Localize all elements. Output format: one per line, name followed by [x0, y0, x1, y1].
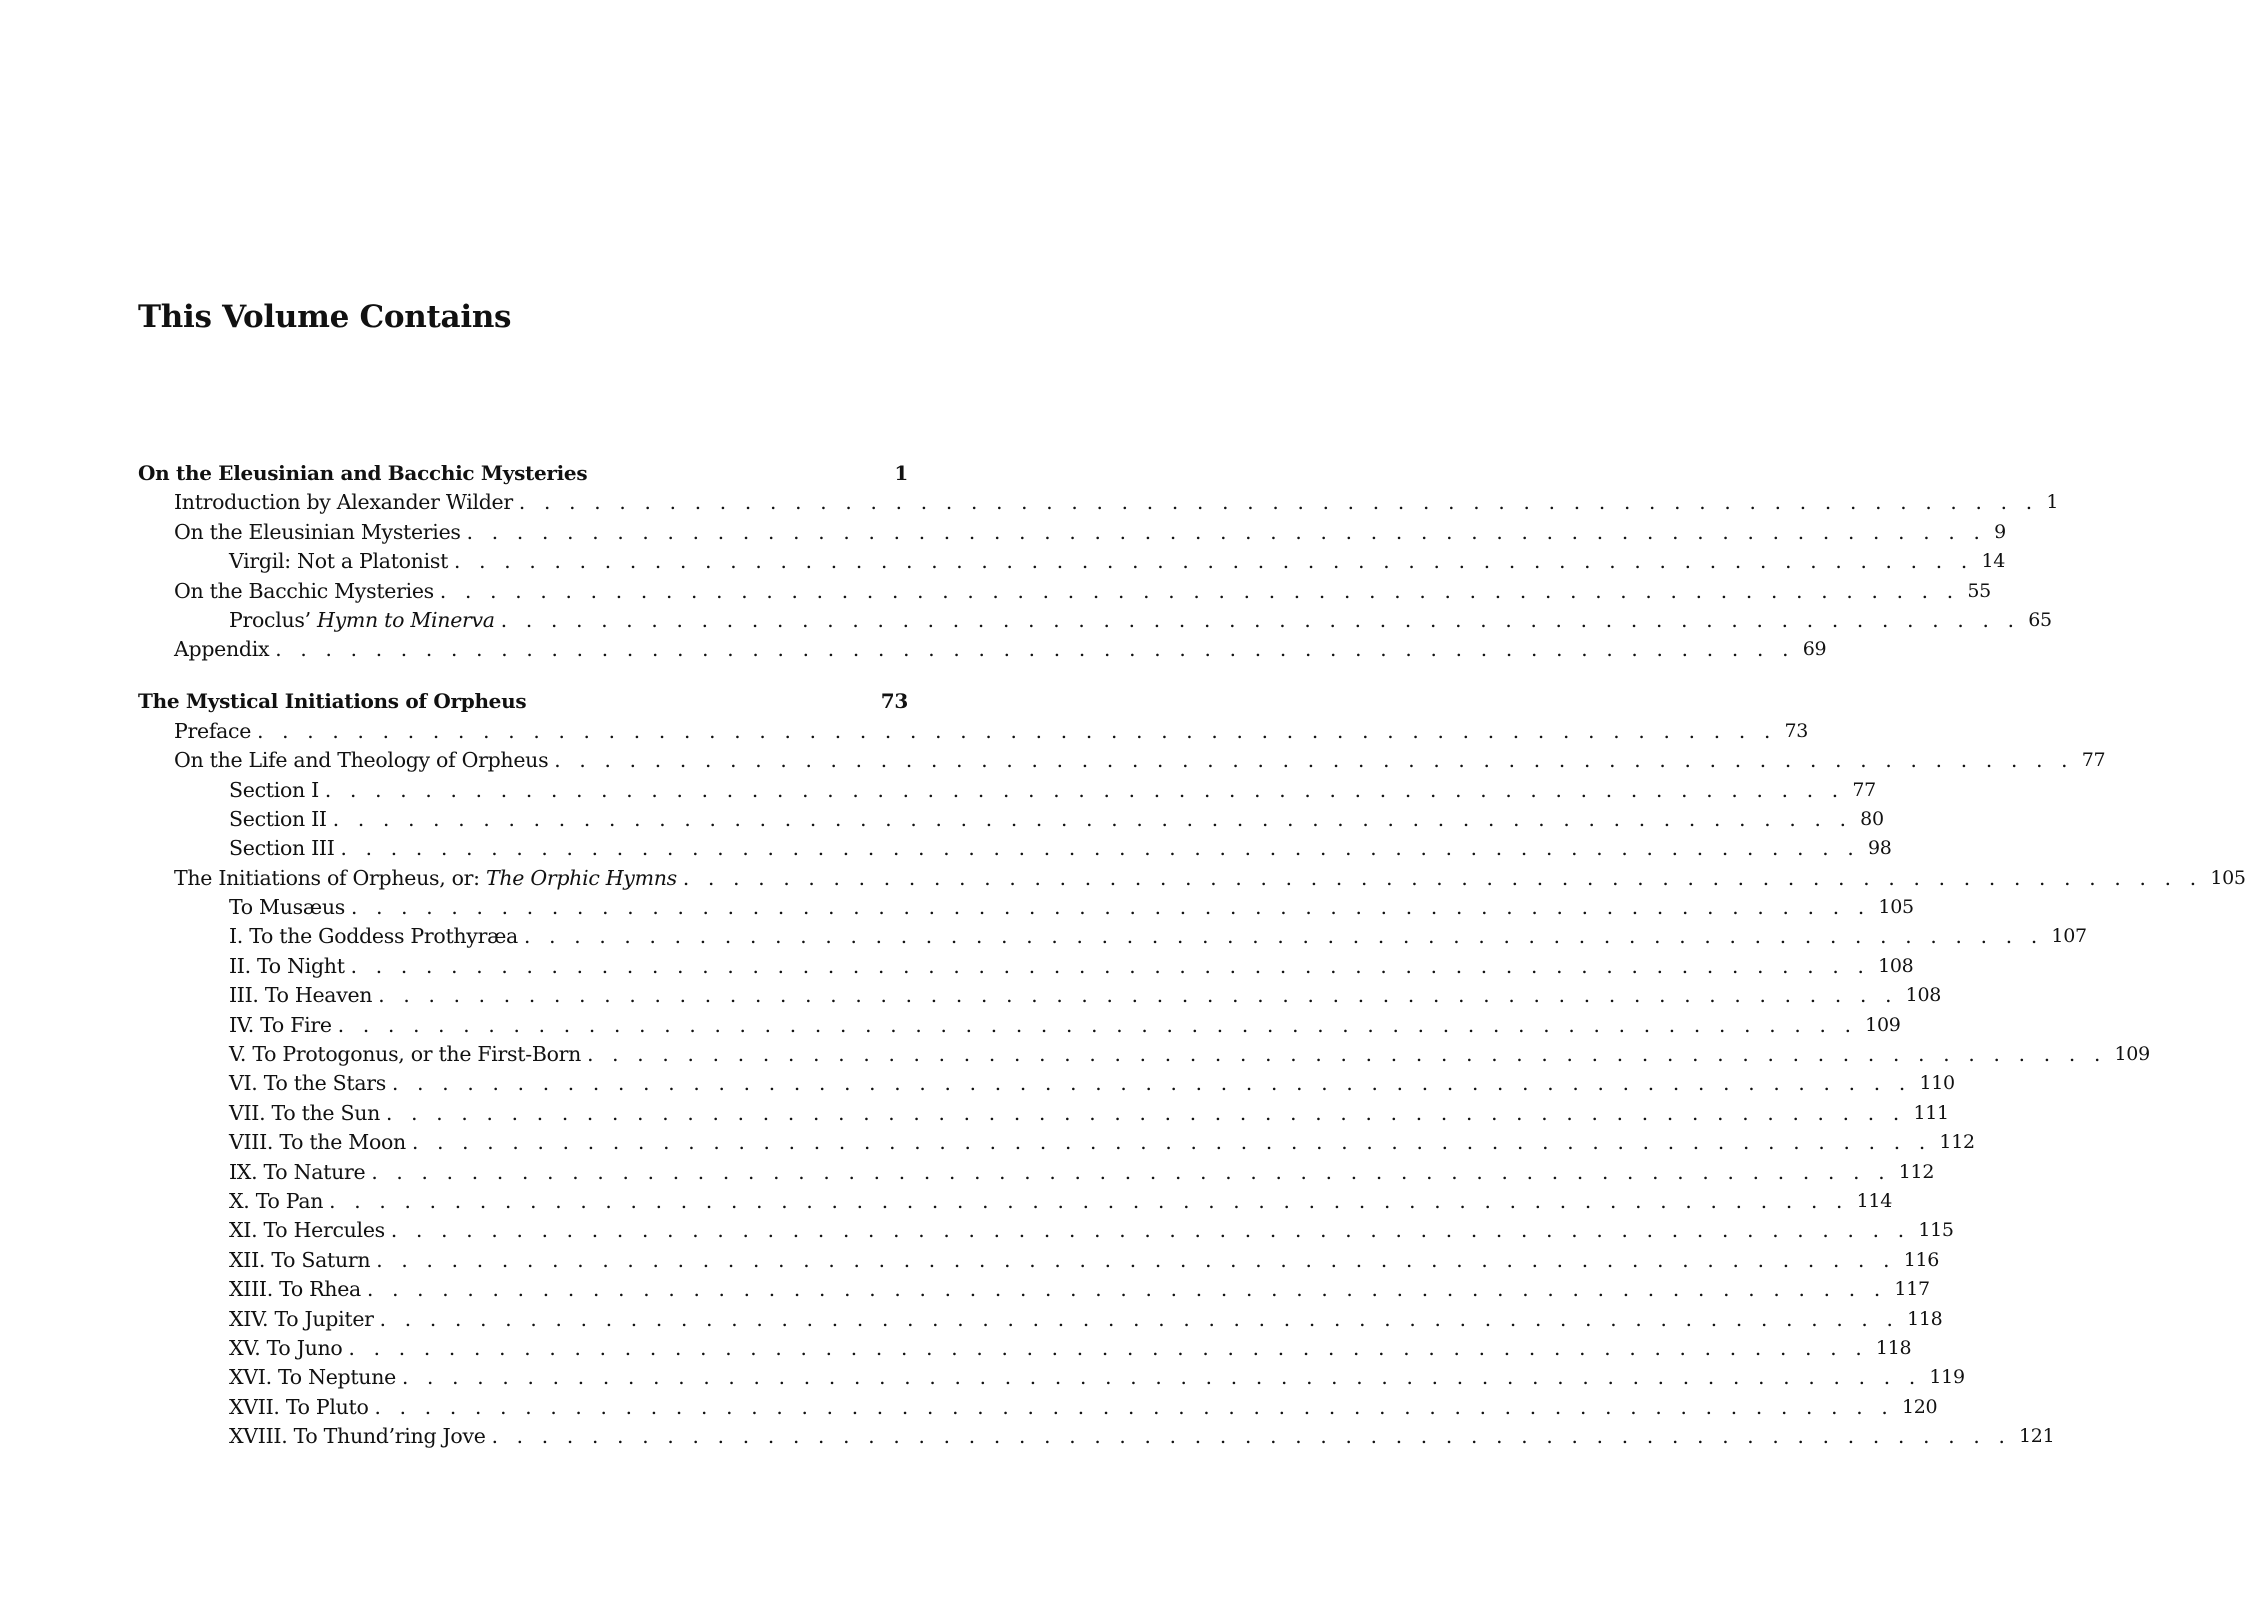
toc-entry-page-number: 107	[2051, 925, 2087, 948]
toc-entry-title-text: XII. To Saturn	[229, 1247, 371, 1272]
toc-dot-leader: . . . . . . . . . . . . . . . . . . . . . . . . . . . . . . . . . . . . . . . . . . . . . . . . . . . . . . . . . . . . .	[390, 1218, 1911, 1243]
toc-entry-page-number: 109	[1865, 1013, 1901, 1036]
toc-entry-title-text: XVIII. To Thund’ring Jove	[229, 1424, 486, 1449]
toc-dot-leader: . . . . . . . . . . . . . . . . . . . . . . . . . . . . . . . . . . . . . . . . . . . . . . . . . . . . . . . . . . . . .	[491, 1424, 2012, 1449]
toc-entries	[138, 486, 2059, 662]
toc-entry-title	[229, 1217, 391, 1243]
toc-entry-title-text: IV. To Fire	[229, 1012, 332, 1037]
toc-entry[interactable]	[138, 1273, 1930, 1302]
toc-entry[interactable]	[138, 949, 1914, 978]
toc-entry-title	[229, 1159, 371, 1185]
toc-entry[interactable]	[138, 515, 2006, 544]
toc-entry-page-number: 119	[1929, 1366, 1965, 1389]
toc-entry-title-text: XVII. To Pluto	[229, 1394, 369, 1419]
toc-entry-title	[229, 923, 524, 949]
toc-entry-title-text: The Initiations of Orpheus, or:	[174, 865, 487, 890]
toc-entry-title-text: XIII. To Rhea	[229, 1277, 361, 1302]
toc-entry-title	[229, 1012, 338, 1038]
toc-entry[interactable]	[138, 1185, 1892, 1214]
toc-dot-leader: . . . . . . . . . . . . . . . . . . . . . . . . . . . . . . . . . . . . . . . . . . . . . . . . . . . . . . . . . . . . .	[275, 637, 1795, 662]
toc-entry[interactable]	[138, 1332, 1912, 1361]
toc-entry[interactable]	[138, 861, 2246, 890]
toc-dot-leader: . . . . . . . . . . . . . . . . . . . . . . . . . . . . . . . . . . . . . . . . . . . . . . . . . . . . . . . . . . . . .	[371, 1159, 1891, 1184]
toc-entry-title	[174, 636, 275, 662]
toc-entry[interactable]	[138, 979, 1942, 1008]
toc-entry-title	[174, 747, 554, 773]
toc-entry-title-text: XVI. To Neptune	[229, 1365, 396, 1390]
toc-entry-page-number: 1	[2046, 491, 2059, 514]
toc-dot-leader: . . . . . . . . . . . . . . . . . . . . . . . . . . . . . . . . . . . . . . . . . . . . . . . . . . . . . . . . . . . . .	[466, 519, 1987, 544]
toc-dot-leader: . . . . . . . . . . . . . . . . . . . . . . . . . . . . . . . . . . . . . . . . . . . . . . . . . . . . . . . . . . . . .	[587, 1042, 2107, 1067]
toc-entry[interactable]	[138, 1214, 1954, 1243]
toc-entry-title-text: III. To Heaven	[229, 983, 373, 1008]
toc-dot-leader: . . . . . . . . . . . . . . . . . . . . . . . . . . . . . . . . . . . . . . . . . . . . . . . . . . . . . . . . . . . . .	[257, 718, 1777, 743]
toc-entry[interactable]	[138, 714, 1809, 743]
toc-entry-page-number: 121	[2019, 1425, 2055, 1448]
toc-entry-title-text: VI. To the Stars	[229, 1071, 386, 1096]
toc-entry-title	[174, 489, 519, 515]
toc-entry-page-number: 105	[1878, 896, 1914, 919]
toc-entry-page-number: 112	[1939, 1131, 1975, 1154]
toc-entry-page-number: 118	[1907, 1307, 1943, 1330]
toc-dot-leader: . . . . . . . . . . . . . . . . . . . . . . . . . . . . . . . . . . . . . . . . . . . . . . . . . . . . . . . . . . . . .	[411, 1130, 1932, 1155]
toc-entry-page-number: 73	[1784, 719, 1809, 742]
toc-entry[interactable]	[138, 633, 1827, 662]
toc-entry-page-number: 109	[2114, 1043, 2150, 1066]
toc-part-title: The Mystical Initiations of Orpheus	[138, 689, 527, 714]
toc-entry-page-number: 117	[1894, 1278, 1930, 1301]
toc-entry-page-number: 118	[1875, 1336, 1912, 1359]
toc-entry-page-number: 112	[1898, 1160, 1935, 1183]
toc-dot-leader: . . . . . . . . . . . . . . . . . . . . . . . . . . . . . . . . . . . . . . . . . . . . . . . . . . . . . . . . . . . . .	[350, 895, 1871, 920]
toc-part-page-number: 1	[894, 461, 908, 485]
toc-entry-title	[229, 1129, 412, 1155]
toc-entry-title-text: Section II	[229, 806, 327, 831]
toc-entry-page-number: 108	[1878, 954, 1914, 977]
toc-entry-title	[229, 1394, 375, 1420]
toc-dot-leader: . . . . . . . . . . . . . . . . . . . . . . . . . . . . . . . . . . . . . . . . . . . . . . . . . . . . . . . . . . . . .	[523, 924, 2044, 949]
toc-dot-leader: . . . . . . . . . . . . . . . . . . . . . . . . . . . . . . . . . . . . . . . . . . . . . . . . . . . . . . . . . . . . .	[337, 1012, 1858, 1037]
toc-entry-title-text: On the Eleusinian Mysteries	[174, 519, 461, 544]
toc-entry-title-text: Appendix	[174, 637, 270, 662]
toc-entry-title-text: XV. To Juno	[229, 1335, 343, 1360]
toc-entry-title-text: Proclus’	[229, 607, 318, 632]
toc-dot-leader: . . . . . . . . . . . . . . . . . . . . . . . . . . . . . . . . . . . . . . . . . . . . . . . . . . . . . . . . . . . . .	[386, 1100, 1906, 1125]
toc-entry-title	[229, 1423, 492, 1449]
toc-entry-title-text: VII. To the Sun	[229, 1100, 381, 1125]
toc-entry-page-number: 111	[1913, 1101, 1949, 1124]
toc-entry-page-number: 69	[1802, 638, 1827, 661]
toc-entry-page-number: 98	[1867, 837, 1892, 860]
toc-entry-title	[229, 1041, 587, 1067]
toc-dot-leader: . . . . . . . . . . . . . . . . . . . . . . . . . . . . . . . . . . . . . . . . . . . . . . . . . . . . . . . . . . . . .	[454, 549, 1974, 574]
toc-entry-title	[229, 953, 351, 979]
toc-entry-title	[229, 1306, 380, 1332]
toc-entry[interactable]	[138, 803, 1884, 832]
toc-section	[138, 456, 2059, 662]
toc-entry[interactable]	[138, 744, 2106, 773]
toc-entry[interactable]	[138, 486, 2059, 515]
toc-entry-title	[229, 1364, 402, 1390]
toc-entry[interactable]	[138, 574, 1991, 603]
toc-entry-title	[229, 982, 378, 1008]
toc-entry[interactable]	[138, 1096, 1949, 1125]
toc-entry-title	[229, 777, 325, 803]
toc-entry-title-text: On the Bacchic Mysteries	[174, 578, 434, 603]
toc-entry[interactable]	[138, 1420, 2055, 1449]
toc-entry-page-number: 120	[1901, 1395, 1938, 1418]
toc-entry[interactable]	[138, 1243, 1940, 1272]
toc-entry-page-number: 114	[1856, 1189, 1892, 1212]
toc-entry-page-number: 77	[2081, 749, 2106, 772]
toc-entry-title	[229, 806, 333, 832]
toc-dot-leader: . . . . . . . . . . . . . . . . . . . . . . . . . . . . . . . . . . . . . . . . . . . . . . . . . . . . . . . . . . . . .	[348, 1335, 1868, 1360]
toc-entry-title-text: Section III	[229, 836, 335, 861]
toc-entry-page-number: 115	[1918, 1219, 1954, 1242]
toc-entry-title-text: To Musæus	[229, 895, 345, 920]
toc-entry-page-number: 9	[1994, 520, 2006, 543]
toc-entry[interactable]	[138, 1390, 1938, 1419]
toc-entry-page-number: 77	[1852, 778, 1876, 801]
table-of-contents	[138, 456, 2246, 1449]
toc-entry[interactable]	[138, 1038, 2150, 1067]
toc-dot-leader: . . . . . . . . . . . . . . . . . . . . . . . . . . . . . . . . . . . . . . . . . . . . . . . . . . . . . . . . . . . . .	[500, 607, 2021, 632]
toc-dot-leader: . . . . . . . . . . . . . . . . . . . . . . . . . . . . . . . . . . . . . . . . . . . . . . . . . . . . . . . . . . . . .	[392, 1071, 1912, 1096]
toc-entry-title	[174, 718, 257, 744]
toc-entry-title-text: Introduction by Alexander Wilder	[174, 490, 513, 515]
toc-entry-title-text: XI. To Hercules	[229, 1218, 385, 1243]
toc-entry-title-text: On the Life and Theology of Orpheus	[174, 748, 549, 773]
toc-entry-title-text: Preface	[174, 718, 252, 743]
toc-entries	[138, 714, 2246, 1449]
toc-entry-page-number: 65	[2028, 608, 2052, 631]
toc-entry-title	[229, 1188, 329, 1214]
toc-entry-title	[229, 1100, 386, 1126]
toc-entry-title-italic: The Orphic Hymns	[486, 865, 677, 890]
toc-part-heading[interactable]	[138, 456, 908, 486]
toc-entry-title	[229, 1247, 376, 1273]
toc-entry-title-text: XIV. To Jupiter	[229, 1306, 374, 1331]
toc-dot-leader: . . . . . . . . . . . . . . . . . . . . . . . . . . . . . . . . . . . . . . . . . . . . . . . . . . . . . . . . . . . . .	[324, 777, 1845, 802]
toc-dot-leader: . . . . . . . . . . . . . . . . . . . . . . . . . . . . . . . . . . . . . . . . . . . . . . . . . . . . . . . . . . . . .	[378, 983, 1898, 1008]
toc-entry[interactable]	[138, 1155, 1935, 1184]
toc-entry[interactable]	[138, 891, 1914, 920]
toc-entry-title	[229, 835, 341, 861]
toc-entry[interactable]	[138, 773, 1876, 802]
toc-dot-leader: . . . . . . . . . . . . . . . . . . . . . . . . . . . . . . . . . . . . . . . . . . . . . . . . . . . . . . . . . . . . .	[554, 748, 2074, 773]
toc-entry-title-text: Section I	[229, 777, 319, 802]
toc-entry-title-text: X. To Pan	[229, 1188, 324, 1213]
toc-dot-leader: . . . . . . . . . . . . . . . . . . . . . . . . . . . . . . . . . . . . . . . . . . . . . . . . . . . . . . . . . . . . .	[682, 865, 2203, 890]
toc-entry-title-text: V. To Protogonus, or the First-Born	[229, 1042, 582, 1067]
toc-section	[138, 684, 2246, 1449]
toc-entry-title	[229, 1335, 348, 1361]
toc-dot-leader: . . . . . . . . . . . . . . . . . . . . . . . . . . . . . . . . . . . . . . . . . . . . . . . . . . . . . . . . . . . . .	[332, 806, 1853, 831]
toc-dot-leader: . . . . . . . . . . . . . . . . . . . . . . . . . . . . . . . . . . . . . . . . . . . . . . . . . . . . . . . . . . . . .	[401, 1365, 1922, 1390]
toc-entry-title-text: II. To Night	[229, 953, 345, 978]
toc-part-heading[interactable]	[138, 684, 908, 714]
toc-entry-page-number: 14	[1981, 550, 2006, 573]
toc-dot-leader: . . . . . . . . . . . . . . . . . . . . . . . . . . . . . . . . . . . . . . . . . . . . . . . . . . . . . . . . . . . . .	[374, 1394, 1894, 1419]
toc-entry[interactable]	[138, 920, 2087, 949]
toc-entry-page-number: 105	[2210, 866, 2246, 889]
toc-dot-leader: . . . . . . . . . . . . . . . . . . . . . . . . . . . . . . . . . . . . . . . . . . . . . . . . . . . . . . . . . . . . .	[376, 1247, 1896, 1272]
toc-entry[interactable]	[138, 832, 1892, 861]
toc-dot-leader: . . . . . . . . . . . . . . . . . . . . . . . . . . . . . . . . . . . . . . . . . . . . . . . . . . . . . . . . . . . . .	[329, 1188, 1849, 1213]
toc-entry-page-number: 55	[1967, 579, 1991, 602]
toc-entry[interactable]	[138, 604, 2052, 633]
page-title: This Volume Contains	[138, 299, 512, 335]
toc-entry-title	[229, 548, 454, 574]
toc-dot-leader: . . . . . . . . . . . . . . . . . . . . . . . . . . . . . . . . . . . . . . . . . . . . . . . . . . . . . . . . . . . . .	[379, 1306, 1900, 1331]
toc-entry-title-text: IX. To Nature	[229, 1159, 366, 1184]
toc-entry-title	[229, 607, 501, 633]
toc-entry-title	[229, 1276, 367, 1302]
toc-entry-title	[229, 894, 351, 920]
toc-dot-leader: . . . . . . . . . . . . . . . . . . . . . . . . . . . . . . . . . . . . . . . . . . . . . . . . . . . . . . . . . . . . .	[350, 953, 1871, 978]
toc-entry[interactable]	[138, 545, 2006, 574]
toc-entry[interactable]	[138, 1126, 1975, 1155]
toc-part-page-number: 73	[880, 689, 908, 714]
toc-entry-title	[229, 1070, 392, 1096]
toc-dot-leader: . . . . . . . . . . . . . . . . . . . . . . . . . . . . . . . . . . . . . . . . . . . . . . . . . . . . . . . . . . . . .	[366, 1277, 1887, 1302]
toc-entry-title-italic: Hymn to Minerva	[317, 607, 495, 632]
toc-dot-leader: . . . . . . . . . . . . . . . . . . . . . . . . . . . . . . . . . . . . . . . . . . . . . . . . . . . . . . . . . . . . .	[340, 836, 1860, 861]
toc-entry-title-text: VIII. To the Moon	[229, 1130, 406, 1155]
toc-entry-page-number: 116	[1903, 1248, 1940, 1271]
toc-entry-title-text: I. To the Goddess Prothyræa	[229, 924, 518, 949]
toc-entry-title	[174, 865, 683, 891]
toc-entry-page-number: 108	[1905, 984, 1942, 1007]
toc-entry-title-text: Virgil: Not a Platonist	[229, 549, 449, 574]
toc-entry-page-number: 110	[1919, 1072, 1955, 1095]
toc-entry[interactable]	[138, 1302, 1943, 1331]
toc-dot-leader: . . . . . . . . . . . . . . . . . . . . . . . . . . . . . . . . . . . . . . . . . . . . . . . . . . . . . . . . . . . . .	[439, 578, 1960, 603]
toc-entry[interactable]	[138, 1067, 1955, 1096]
toc-entry[interactable]	[138, 1008, 1901, 1037]
toc-entry-title	[174, 519, 467, 545]
toc-entry-page-number: 80	[1860, 807, 1884, 830]
toc-part-title: On the Eleusinian and Bacchic Mysteries	[138, 461, 588, 485]
toc-entry[interactable]	[138, 1361, 1965, 1390]
toc-entry-title	[174, 578, 440, 604]
toc-dot-leader: . . . . . . . . . . . . . . . . . . . . . . . . . . . . . . . . . . . . . . . . . . . . . . . . . . . . . . . . . . . . .	[518, 490, 2039, 515]
